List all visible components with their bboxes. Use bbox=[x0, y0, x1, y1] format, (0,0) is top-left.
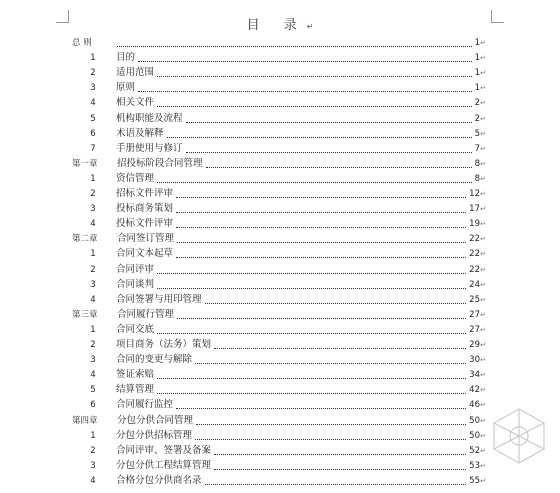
paragraph-mark-icon: ↵ bbox=[480, 356, 486, 365]
paragraph-mark-icon: ↵ bbox=[480, 54, 486, 63]
toc-entry-label: 合同文本起草 bbox=[116, 248, 174, 260]
toc-entry-row[interactable] bbox=[72, 80, 486, 96]
toc-entry-label: 手册使用与修订 bbox=[116, 142, 183, 154]
toc-entry-number: 4 bbox=[90, 294, 96, 305]
toc-page-number: 22 bbox=[469, 264, 480, 275]
toc-page-number: 1 bbox=[474, 68, 480, 79]
paragraph-mark-icon: ↵ bbox=[480, 220, 486, 229]
toc-entry-label: 合同评审、签署及备案 bbox=[116, 444, 212, 456]
toc-entry-label: 合同的变更与解除 bbox=[116, 354, 193, 366]
toc-page-number: 17 bbox=[469, 204, 480, 215]
toc-entry-row[interactable] bbox=[72, 246, 486, 262]
toc-entry-number: 总 则 bbox=[72, 38, 92, 48]
toc-leader-dots bbox=[205, 483, 466, 485]
toc-entry-label: 原则 bbox=[116, 82, 136, 94]
paragraph-mark-icon: ↵ bbox=[480, 114, 486, 123]
toc-entry-row[interactable] bbox=[72, 443, 486, 459]
toc-entry-label: 分包分供招标管理 bbox=[116, 429, 193, 441]
toc-entry-number: 5 bbox=[90, 385, 96, 396]
toc-page-number: 53 bbox=[469, 460, 480, 471]
toc-entry-number: 1 bbox=[90, 249, 96, 260]
toc-page-number: 5 bbox=[474, 128, 480, 139]
toc-entry-label: 分包分供工程结算管理 bbox=[116, 459, 212, 471]
toc-page-number: 50 bbox=[469, 415, 480, 426]
toc-page-number: 2 bbox=[474, 98, 480, 109]
paragraph-mark-icon: ↵ bbox=[480, 341, 486, 349]
toc-page-number: 1 bbox=[474, 53, 480, 64]
toc-entry-number: 1 bbox=[90, 173, 96, 184]
paragraph-mark-icon: ↵ bbox=[480, 476, 486, 485]
toc-entry-label: 招投标阶段合同管理 bbox=[117, 157, 203, 169]
toc-page-number: 24 bbox=[469, 279, 480, 290]
paragraph-mark-icon: ↵ bbox=[480, 295, 486, 304]
paragraph-mark-icon: ↵ bbox=[480, 129, 486, 138]
toc-entry-number: 2 bbox=[90, 340, 96, 350]
paragraph-mark-icon: ↵ bbox=[480, 235, 486, 244]
toc-entry-row[interactable] bbox=[72, 262, 486, 278]
toc-entry-row[interactable] bbox=[72, 292, 486, 308]
toc-entry-number: 2 bbox=[90, 264, 96, 275]
toc-leader-dots bbox=[186, 121, 472, 123]
toc-entry-label: 签证索赔 bbox=[116, 369, 155, 381]
toc-entry-label: 投标商务策划 bbox=[116, 203, 174, 215]
toc-leader-dots bbox=[214, 453, 466, 455]
paragraph-mark-icon: ↵ bbox=[480, 461, 486, 470]
toc-entry-label: 结算管理 bbox=[116, 384, 155, 396]
toc-entry-label: 合格分包分供商名录 bbox=[116, 474, 202, 486]
toc-entry-row[interactable] bbox=[72, 201, 486, 217]
toc-page-number: 22 bbox=[469, 249, 480, 260]
paragraph-mark-icon: ↵ bbox=[480, 205, 486, 214]
paragraph-mark-icon: ↵ bbox=[306, 22, 314, 31]
toc-leader-dots bbox=[214, 347, 466, 349]
paragraph-mark-icon: ↵ bbox=[480, 39, 486, 47]
toc-entry-row[interactable] bbox=[72, 65, 486, 81]
toc-entry-label: 资信管理 bbox=[116, 172, 155, 184]
toc-leader-dots bbox=[176, 211, 466, 213]
toc-page-number: 52 bbox=[469, 445, 480, 456]
paragraph-mark-icon: ↵ bbox=[480, 144, 486, 153]
toc-entry-label: 目的 bbox=[116, 52, 136, 64]
toc-entry-number: 第三章 bbox=[72, 309, 98, 320]
toc-entry-number: 第四章 bbox=[72, 415, 98, 426]
toc-entry-row[interactable] bbox=[72, 50, 486, 66]
toc-chapter-row[interactable] bbox=[72, 231, 486, 247]
toc-entry-label: 合同评审 bbox=[116, 263, 155, 275]
toc-entry-number: 2 bbox=[90, 68, 96, 79]
toc-entry-label: 合同签署与用印管理 bbox=[116, 293, 202, 305]
toc-entry-row[interactable] bbox=[72, 186, 486, 202]
toc-entry-row[interactable] bbox=[72, 473, 486, 489]
toc-page-number: 12 bbox=[469, 189, 480, 199]
toc-entry-row[interactable] bbox=[72, 171, 486, 187]
paragraph-mark-icon: ↵ bbox=[480, 446, 486, 455]
paragraph-mark-icon: ↵ bbox=[480, 431, 486, 440]
toc-page-number: 7 bbox=[474, 143, 480, 154]
toc-chapter-row[interactable] bbox=[72, 156, 486, 172]
toc-entry-number: 4 bbox=[90, 370, 96, 381]
toc-entry-number: 6 bbox=[90, 128, 96, 139]
toc-entry-row[interactable] bbox=[72, 352, 486, 368]
toc-entry-label: 合同谈判 bbox=[116, 278, 155, 290]
toc-page-number: 1 bbox=[474, 83, 480, 94]
toc-leader-dots bbox=[157, 181, 472, 183]
paragraph-mark-icon: ↵ bbox=[480, 174, 486, 183]
toc-leader-dots bbox=[176, 407, 466, 409]
toc-entry-label: 相关文件 bbox=[116, 97, 155, 109]
toc-entry-label: 合同履行管理 bbox=[117, 308, 175, 320]
toc-entry-row[interactable] bbox=[72, 382, 486, 398]
toc-page-number: 8 bbox=[474, 158, 480, 169]
toc-page-number: 22 bbox=[469, 234, 480, 245]
toc-entry-number: 4 bbox=[90, 219, 96, 230]
toc-entry-label: 合同履行监控 bbox=[116, 399, 174, 411]
toc-entry-number: 1 bbox=[90, 324, 96, 335]
toc-leader-dots bbox=[138, 60, 472, 62]
toc-leader-dots bbox=[195, 362, 466, 364]
toc-page-number: 55 bbox=[469, 475, 480, 486]
toc-entry-row[interactable] bbox=[72, 111, 486, 127]
paragraph-mark-icon: ↵ bbox=[480, 250, 486, 259]
toc-entry-number: 3 bbox=[90, 355, 96, 366]
toc-entry-row[interactable] bbox=[72, 141, 486, 157]
toc-entry-number: 3 bbox=[90, 83, 96, 94]
toc-entry-label: 合同签订管理 bbox=[117, 233, 175, 245]
toc-leader-dots bbox=[206, 166, 472, 168]
paragraph-mark-icon: ↵ bbox=[480, 280, 486, 289]
toc-leader-dots bbox=[157, 287, 466, 289]
toc-leader-dots bbox=[117, 45, 472, 47]
toc-entry-number: 2 bbox=[90, 189, 96, 199]
paragraph-mark-icon: ↵ bbox=[480, 69, 486, 78]
paragraph-mark-icon: ↵ bbox=[480, 310, 486, 319]
toc-page-number: 42 bbox=[469, 385, 480, 396]
toc-entry-row[interactable] bbox=[72, 277, 486, 293]
toc-leader-dots bbox=[157, 392, 466, 394]
toc-entry-row[interactable] bbox=[72, 95, 486, 111]
toc-leader-dots bbox=[196, 423, 466, 425]
paragraph-mark-icon: ↵ bbox=[480, 84, 486, 93]
toc-page-number: 25 bbox=[469, 294, 480, 305]
toc-leader-dots bbox=[214, 468, 466, 470]
toc-entry-label: 术语及解释 bbox=[116, 127, 164, 139]
paragraph-mark-icon: ↵ bbox=[480, 386, 486, 395]
watermark-logo bbox=[488, 405, 550, 467]
toc-entry-number: 1 bbox=[90, 430, 96, 441]
toc-chapter-row[interactable] bbox=[72, 413, 486, 429]
toc-entry-number: 5 bbox=[90, 113, 96, 124]
toc-entry-row[interactable] bbox=[72, 367, 486, 383]
paragraph-mark-icon: ↵ bbox=[480, 416, 486, 425]
toc-leader-dots bbox=[205, 302, 466, 304]
toc-entry-row[interactable] bbox=[72, 397, 486, 413]
toc-entry-label: 机构职能及流程 bbox=[116, 112, 183, 124]
toc-entry-number: 6 bbox=[90, 400, 96, 411]
paragraph-mark-icon: ↵ bbox=[480, 190, 486, 198]
toc-leader-dots bbox=[157, 377, 466, 379]
toc-page-number: 46 bbox=[469, 400, 480, 411]
toc-entry-row[interactable] bbox=[72, 428, 486, 444]
toc-entry-label: 合同交底 bbox=[116, 323, 155, 335]
toc-page-number: 2 bbox=[474, 113, 480, 124]
toc-leader-dots bbox=[157, 105, 472, 107]
toc-leader-dots bbox=[195, 438, 466, 440]
toc-entry-number: 4 bbox=[90, 475, 96, 486]
toc-chapter-row[interactable] bbox=[72, 35, 486, 51]
toc-entry-number: 第二章 bbox=[72, 234, 98, 245]
toc-leader-dots bbox=[186, 151, 472, 153]
toc-entry-number: 3 bbox=[90, 279, 96, 290]
toc-page-number: 30 bbox=[469, 355, 480, 366]
toc-leader-dots bbox=[176, 256, 466, 258]
toc-entry-label: 项目商务（法务）策划 bbox=[116, 339, 212, 350]
toc-entry-row[interactable] bbox=[72, 458, 486, 474]
toc-page-number: 1 bbox=[474, 38, 480, 48]
toc-page-number: 8 bbox=[474, 173, 480, 184]
toc-entry-label: 招标文件评审 bbox=[116, 188, 174, 199]
toc-leader-dots bbox=[177, 317, 466, 319]
paragraph-mark-icon: ↵ bbox=[480, 371, 486, 380]
paragraph-mark-icon: ↵ bbox=[480, 265, 486, 274]
toc-leader-dots bbox=[157, 75, 472, 77]
toc-entry-number: 7 bbox=[90, 143, 96, 154]
toc-entry-label: 分包分供合同管理 bbox=[117, 414, 194, 426]
toc-entry-number: 1 bbox=[90, 53, 96, 64]
toc-leader-dots bbox=[176, 196, 466, 198]
toc-entry-label: 投标文件评审 bbox=[116, 218, 174, 230]
toc-entry-row[interactable] bbox=[72, 337, 486, 353]
toc-page-number: 34 bbox=[469, 370, 480, 381]
toc-entry-number: 4 bbox=[90, 98, 96, 109]
paragraph-mark-icon: ↵ bbox=[480, 99, 486, 108]
toc-leader-dots bbox=[167, 136, 472, 138]
toc-entry-number: 第一章 bbox=[72, 158, 98, 169]
toc-page-number: 19 bbox=[469, 219, 480, 230]
toc-page-number: 27 bbox=[469, 309, 480, 320]
toc-leader-dots bbox=[157, 332, 466, 334]
toc-title-text: 目 录 bbox=[246, 18, 307, 33]
toc-leader-dots bbox=[138, 90, 472, 92]
toc-title bbox=[0, 14, 560, 33]
toc-entry-row[interactable] bbox=[72, 126, 486, 142]
toc-entry-number: 3 bbox=[90, 460, 96, 471]
paragraph-mark-icon: ↵ bbox=[480, 325, 486, 334]
toc-entry-number: 3 bbox=[90, 204, 96, 215]
toc-leader-dots bbox=[177, 241, 466, 243]
toc-page-number: 29 bbox=[469, 340, 480, 350]
paragraph-mark-icon: ↵ bbox=[480, 159, 486, 168]
toc-entry-label: 适用范围 bbox=[116, 67, 155, 79]
toc-page-number: 50 bbox=[469, 430, 480, 441]
paragraph-mark-icon: ↵ bbox=[480, 401, 486, 410]
toc-entry-row[interactable] bbox=[72, 322, 486, 338]
toc-entry-row[interactable] bbox=[72, 216, 486, 232]
toc-chapter-row[interactable] bbox=[72, 307, 486, 323]
toc-page-number: 27 bbox=[469, 324, 480, 335]
toc-leader-dots bbox=[176, 226, 466, 228]
toc-leader-dots bbox=[157, 272, 466, 274]
toc-entry-number: 2 bbox=[90, 445, 96, 456]
